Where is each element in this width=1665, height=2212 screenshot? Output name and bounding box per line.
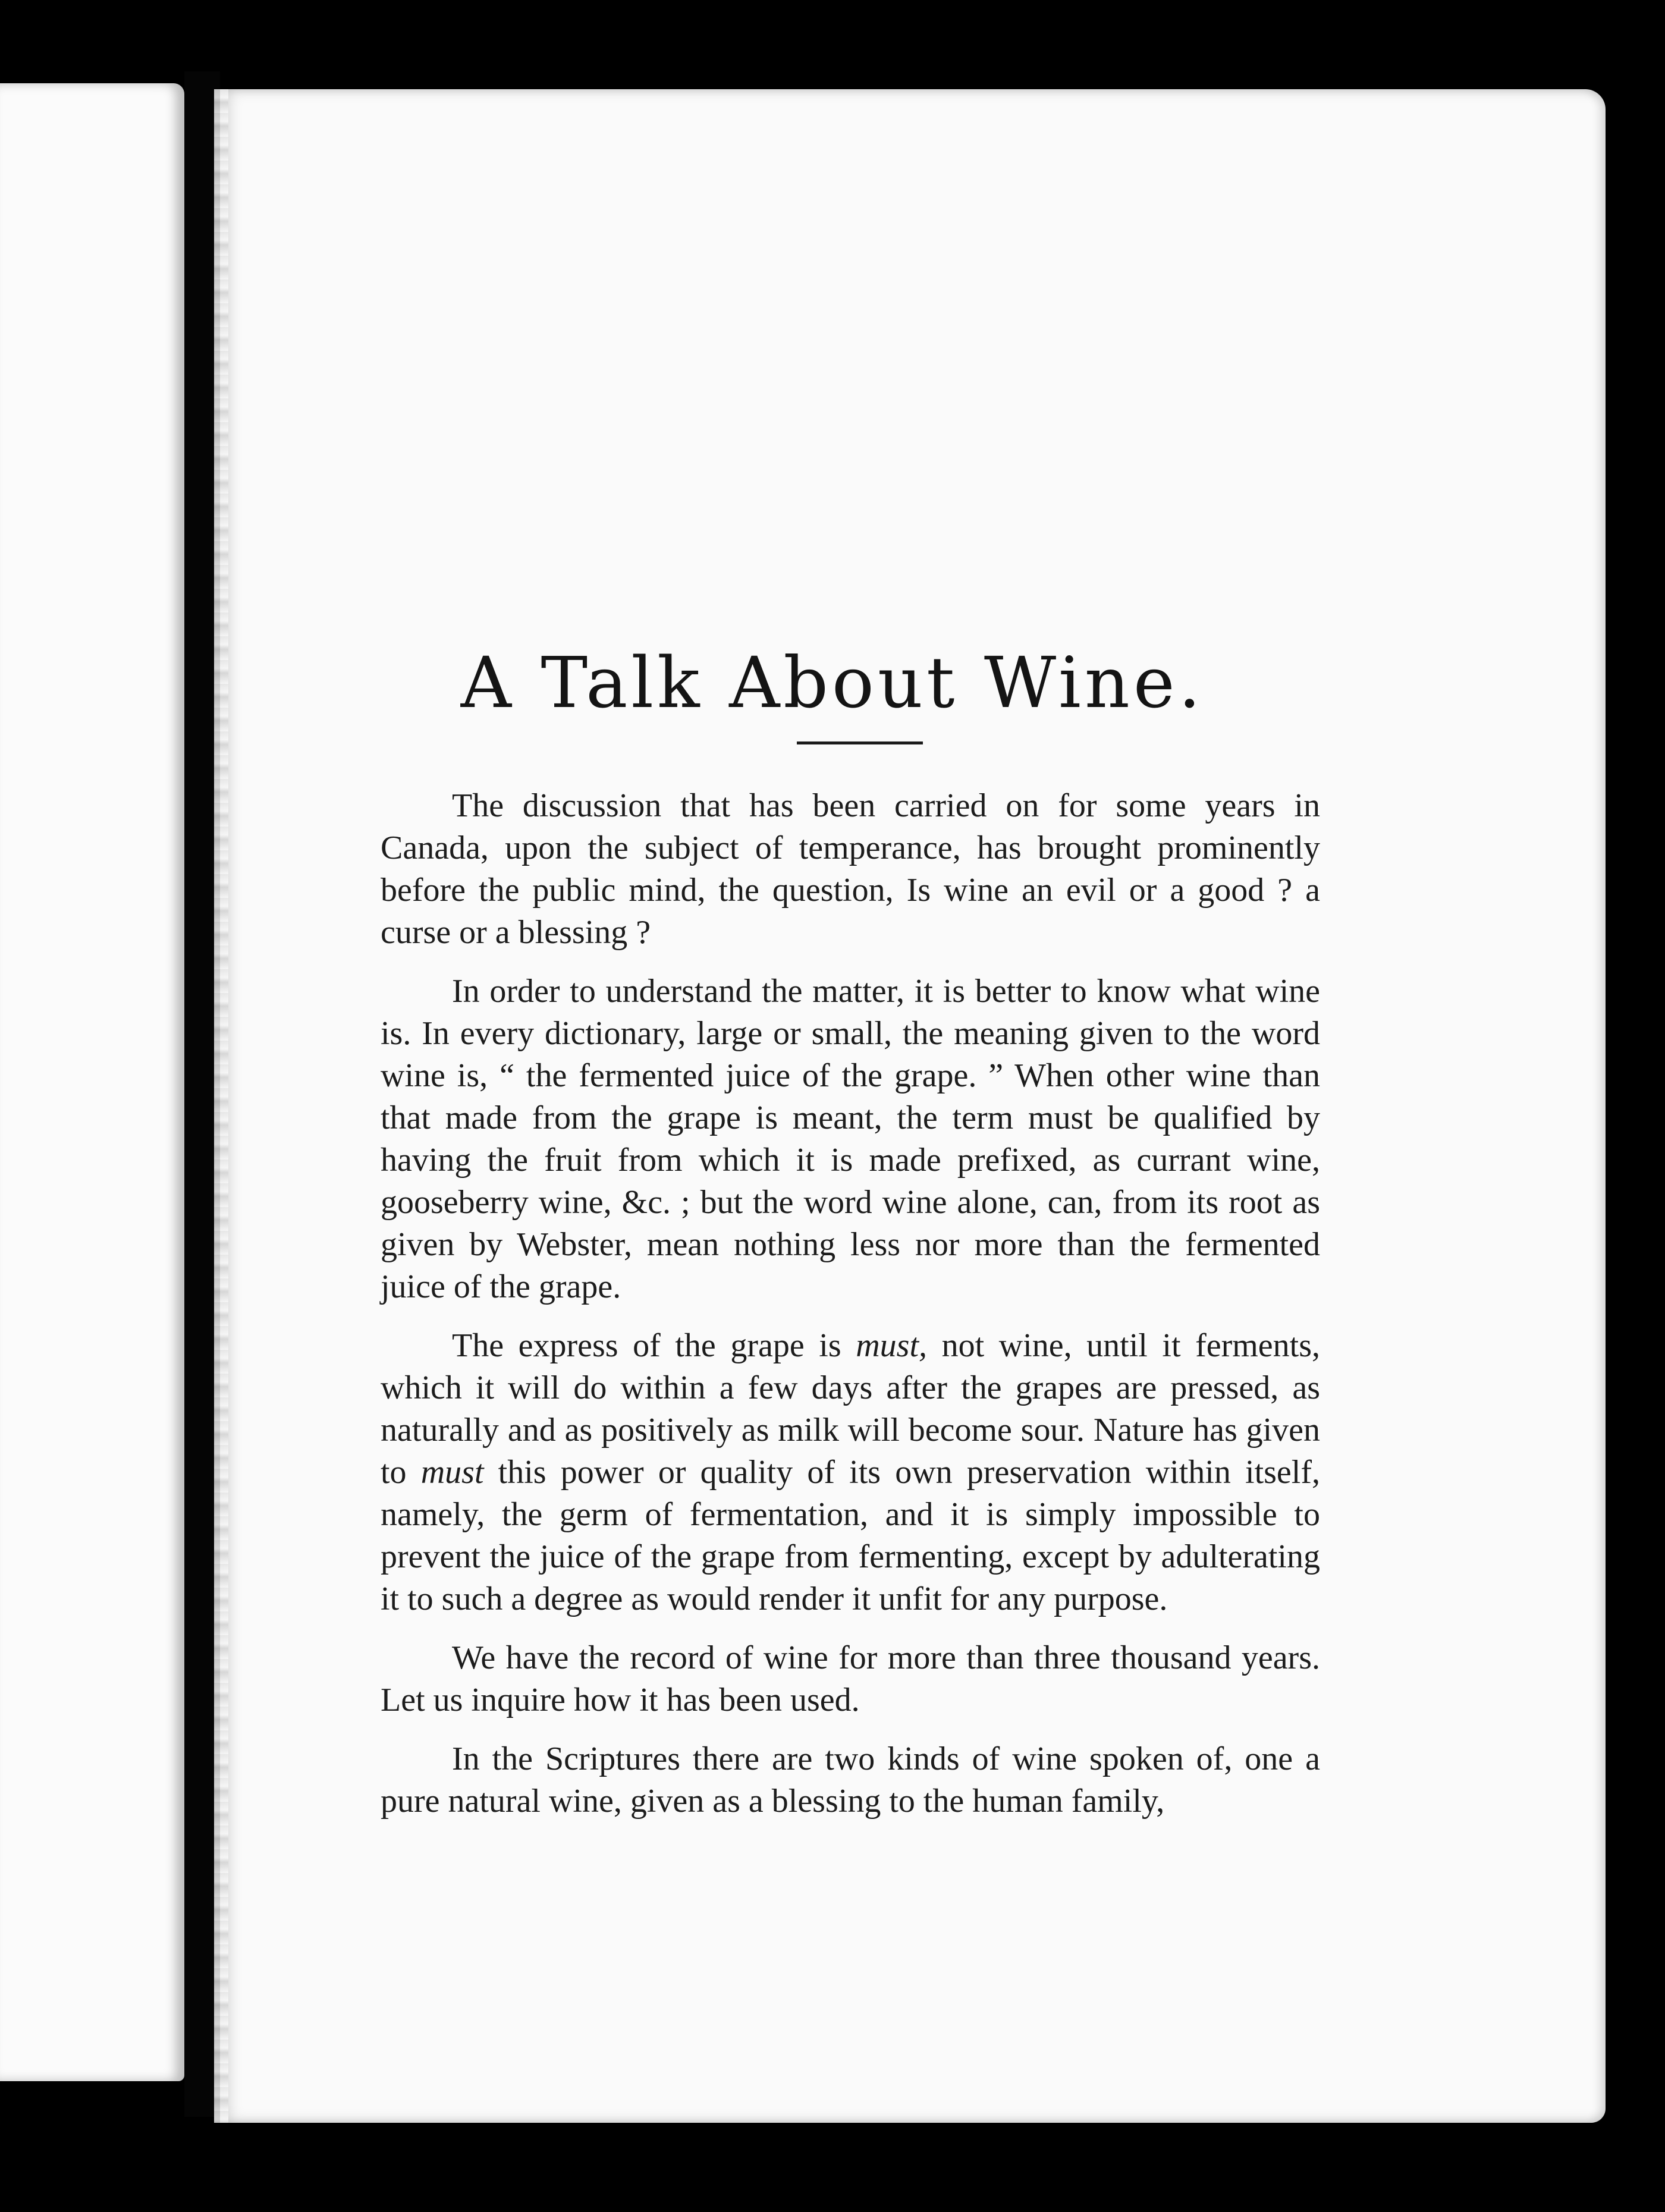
paragraph-1: The discussion that has been carried on for some years in Canada, upon the subject of temperance, has brought prominently before the public mind, the question, Is wine an evil or a good ? a curse or a blessing ? bbox=[381, 787, 1320, 951]
left-page-edge bbox=[0, 83, 184, 2081]
paragraph-3-text-3: this power or quality of its own preservation within itself, namely, the germ of fermentation, and it is simply impossible to prevent the juice of the grape from fermenting, except by adulterating it to such a degree as would render it unfit for any purpose. bbox=[381, 1454, 1320, 1617]
paragraph-2: In order to understand the matter, it is better to know what wine is. In every dictionary, large or small, the meaning given to the word wine is, “ the fermented juice of the grape. ” When other wine than that made from the grape is meant, the term must be qualified by having the fruit from which it is made prefixed, as currant wine, gooseberry wine, &c. ; but the word wine alone, can, from its root as given by Webster, mean nothing less nor more than the fermented juice of the grape. bbox=[381, 973, 1320, 1305]
title-rule bbox=[797, 741, 923, 744]
torn-page-edge bbox=[214, 89, 228, 2123]
paragraph-3-italic-must: must, bbox=[856, 1327, 928, 1364]
paragraph-3 bbox=[381, 1325, 1320, 1620]
page-title: A Talk About Wine. bbox=[460, 642, 1205, 724]
paragraph-5: In the Scriptures there are two kinds of wine spoken of, one a pure natural wine, given as a blessing to the human family, bbox=[381, 1740, 1320, 1820]
paragraph-4: We have the record of wine for more than three thousand years. Let us inquire how it has been used. bbox=[381, 1639, 1320, 1718]
article-body bbox=[381, 785, 1320, 1839]
paragraph-3-italic-must-2: must bbox=[420, 1454, 484, 1491]
paragraph-3-text-2: not wine, until it ferments, which it will do within a few days after the grapes are pressed, as naturally and as positively as milk will become sour. Nature has given to bbox=[381, 1327, 1321, 1491]
paragraph-3-text-1: The express of the grape is bbox=[452, 1327, 856, 1364]
